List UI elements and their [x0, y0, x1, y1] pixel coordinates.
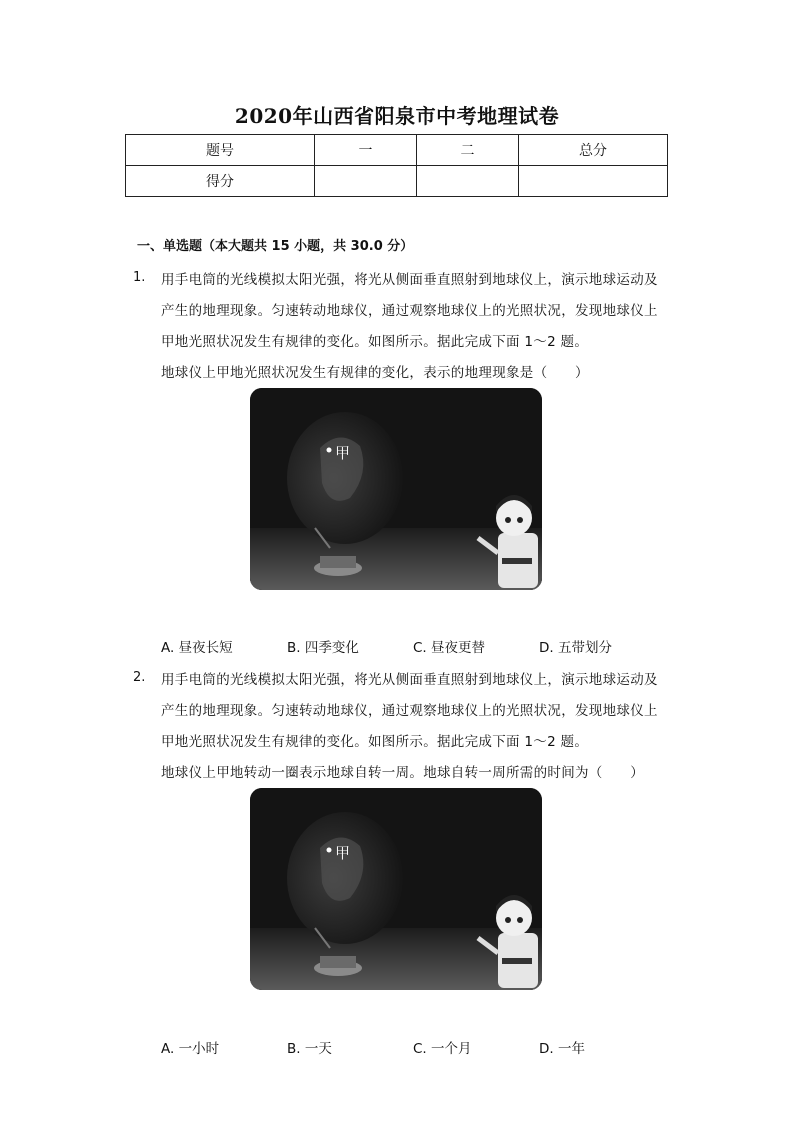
score-table-header-row: [126, 135, 668, 166]
score-header-cell: 题号: [126, 135, 315, 166]
option-b: B. 四季变化: [287, 640, 359, 656]
option-c: C. 一个月: [413, 1041, 472, 1057]
globe-stand-neck: [320, 556, 356, 568]
question-text-line: 产生的地理现象。匀速转动地球仪，通过观察地球仪上的光照状况，发现地球仪上: [161, 303, 658, 319]
globe-stand-neck: [320, 956, 356, 968]
option-d: D. 五带划分: [539, 640, 612, 656]
question-text-line: 用手电筒的光线模拟太阳光强，将光从侧面垂直照射到地球仪上，演示地球运动及: [161, 272, 658, 288]
question-text-line: 地球仪上甲地光照状况发生有规律的变化，表示的地理现象是（ ）: [161, 365, 589, 381]
globe-photo: [250, 788, 542, 990]
option-d: D. 一年: [539, 1041, 585, 1057]
question-text-line: 甲地光照状况发生有规律的变化。如图所示。据此完成下面 1～2 题。: [161, 334, 589, 350]
location-dot-icon: [327, 448, 332, 453]
option-a: A. 一小时: [161, 1041, 220, 1057]
section-heading: 一、单选题（本大题共 15 小题，共 30.0 分）: [137, 239, 414, 254]
globe-label: 甲: [335, 844, 351, 862]
globe-label: 甲: [335, 444, 351, 462]
option-b: B. 一天: [287, 1041, 332, 1057]
question-number: 2.: [133, 670, 146, 685]
globe-illustration: [250, 388, 542, 590]
score-header-cell: 总分: [519, 135, 668, 166]
score-table: [125, 134, 668, 197]
score-header-cell: 二: [417, 135, 519, 166]
score-header-cell: 一: [315, 135, 417, 166]
score-row-label: 得分: [126, 166, 315, 197]
globe-illustration: [250, 788, 542, 990]
location-dot-icon: [327, 848, 332, 853]
score-cell: [519, 166, 668, 197]
score-cell: [417, 166, 519, 197]
option-c: C. 昼夜更替: [413, 640, 486, 656]
page-title: 2020年山西省阳泉市中考地理试卷: [234, 104, 560, 128]
question-text-line: 地球仪上甲地转动一圈表示地球自转一周。地球自转一周所需的时间为（ ）: [161, 765, 644, 781]
globe-photo: [250, 388, 542, 590]
question-text-line: 用手电筒的光线模拟太阳光强，将光从侧面垂直照射到地球仪上，演示地球运动及: [161, 672, 658, 688]
option-a: A. 昼夜长短: [161, 640, 233, 656]
question-number: 1.: [133, 270, 146, 285]
question-text-line: 产生的地理现象。匀速转动地球仪，通过观察地球仪上的光照状况，发现地球仪上: [161, 703, 658, 719]
score-table-score-row: [126, 166, 668, 197]
score-cell: [315, 166, 417, 197]
question-text-line: 甲地光照状况发生有规律的变化。如图所示。据此完成下面 1～2 题。: [161, 734, 589, 750]
